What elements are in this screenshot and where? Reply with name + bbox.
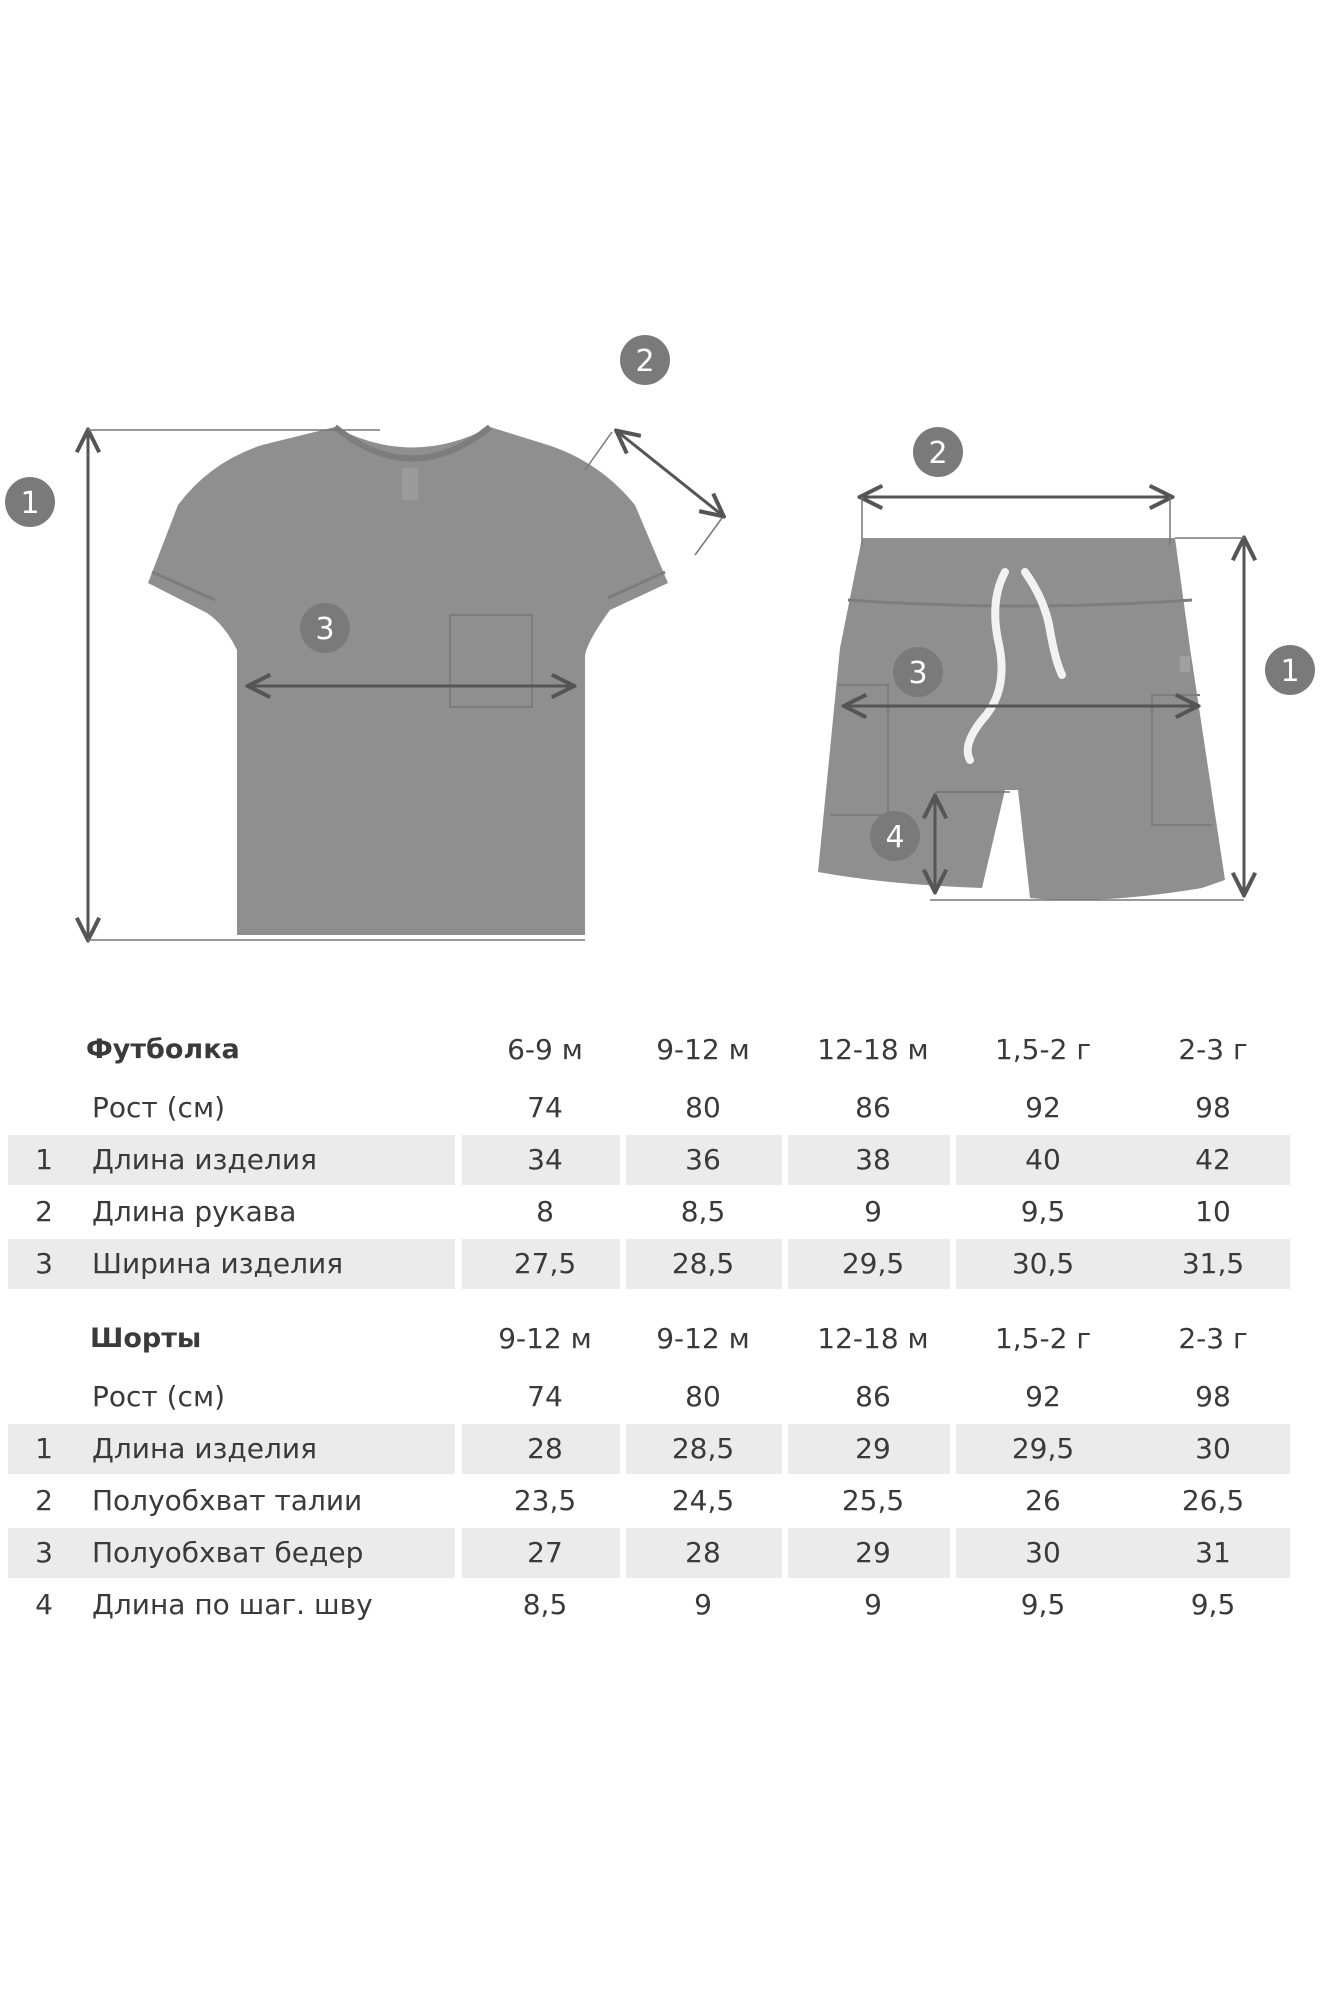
measurement-value: 36 xyxy=(685,1143,721,1176)
tshirt-sleeve-guide xyxy=(585,432,612,470)
measurement-value: 28,5 xyxy=(671,1247,735,1280)
size-column-header: 6-9 м xyxy=(507,1033,583,1066)
measurement-value: 34 xyxy=(527,1143,563,1176)
size-column-header: 9-12 м xyxy=(498,1322,592,1355)
measurement-value: 31 xyxy=(1195,1536,1231,1569)
row-index: 2 xyxy=(35,1195,53,1228)
tshirt-marker-2-label: 2 xyxy=(635,344,655,379)
measurement-value: 27 xyxy=(527,1536,563,1569)
size-column-header: 12-18 м xyxy=(817,1322,929,1355)
measurement-value: 38 xyxy=(855,1143,891,1176)
garment-diagram xyxy=(0,0,1325,990)
measurement-value: 28 xyxy=(527,1432,563,1465)
measurement-value: 9 xyxy=(864,1588,882,1621)
size-column-header: 9-12 м xyxy=(656,1322,750,1355)
row-index: 4 xyxy=(35,1588,53,1621)
table-row xyxy=(0,1580,1325,1630)
measurement-value: 29 xyxy=(855,1432,891,1465)
tshirt-label-tag xyxy=(402,468,418,500)
row-index: 3 xyxy=(35,1247,53,1280)
table-row xyxy=(0,1528,1325,1578)
shorts-marker-2-label: 2 xyxy=(928,436,948,471)
row-label: Рост (см) xyxy=(92,1091,225,1124)
measurement-value: 74 xyxy=(527,1380,563,1413)
shorts-marker-1-label: 1 xyxy=(1280,654,1300,689)
measurement-value: 40 xyxy=(1025,1143,1061,1176)
measurement-value: 28,5 xyxy=(671,1432,735,1465)
measurement-value: 9,5 xyxy=(1020,1195,1066,1228)
size-column-header: 2-3 г xyxy=(1178,1322,1248,1355)
measurement-value: 86 xyxy=(855,1380,891,1413)
measurement-value: 92 xyxy=(1025,1091,1061,1124)
tshirt-illustration xyxy=(148,427,668,935)
row-index xyxy=(24,1083,64,1133)
measurement-value: 9,5 xyxy=(1020,1588,1066,1621)
row-index: 1 xyxy=(35,1432,53,1465)
row-label: Полуобхват талии xyxy=(92,1484,363,1517)
tshirt-marker-3 xyxy=(300,603,350,653)
measurement-value: 30,5 xyxy=(1011,1247,1075,1280)
table-header-row xyxy=(0,1025,1325,1075)
size-column-header: 9-12 м xyxy=(656,1033,750,1066)
size-column-header: 2-3 г xyxy=(1178,1033,1248,1066)
measurement-value: 80 xyxy=(685,1380,721,1413)
table-header-row xyxy=(0,1314,1325,1364)
measurement-value: 24,5 xyxy=(671,1484,735,1517)
measurement-value: 26 xyxy=(1025,1484,1061,1517)
row-index: 1 xyxy=(35,1143,53,1176)
measurement-value: 29,5 xyxy=(1011,1432,1075,1465)
row-index xyxy=(24,1372,64,1422)
measurement-value: 23,5 xyxy=(513,1484,577,1517)
tshirt-marker-1 xyxy=(5,477,55,527)
measurement-value: 26,5 xyxy=(1181,1484,1245,1517)
shorts-marker-3-label: 3 xyxy=(908,656,928,691)
shorts-marker-4 xyxy=(870,811,920,861)
measurement-value: 98 xyxy=(1195,1380,1231,1413)
table-title: Футболка xyxy=(86,1034,240,1065)
measurement-value: 80 xyxy=(685,1091,721,1124)
row-index: 2 xyxy=(35,1484,53,1517)
measurement-value: 42 xyxy=(1195,1143,1231,1176)
row-label: Длина по шаг. шву xyxy=(92,1588,373,1621)
measurement-value: 29 xyxy=(855,1536,891,1569)
row-label: Полуобхват бедер xyxy=(92,1536,364,1569)
measurement-value: 8,5 xyxy=(522,1588,568,1621)
size-column-header: 1,5-2 г xyxy=(994,1033,1092,1066)
size-column-header: 1,5-2 г xyxy=(994,1322,1092,1355)
tshirt-body xyxy=(148,427,668,935)
row-label: Рост (см) xyxy=(92,1380,225,1413)
measurement-value: 92 xyxy=(1025,1380,1061,1413)
tshirt-marker-3-label: 3 xyxy=(315,612,335,647)
measurement-value: 10 xyxy=(1195,1195,1231,1228)
row-index: 3 xyxy=(35,1536,53,1569)
row-label: Длина рукава xyxy=(92,1195,297,1228)
shorts-marker-4-label: 4 xyxy=(885,820,905,855)
measurement-value: 25,5 xyxy=(841,1484,905,1517)
measurement-value: 28 xyxy=(685,1536,721,1569)
size-column-header: 12-18 м xyxy=(817,1033,929,1066)
table-title: Шорты xyxy=(90,1323,202,1354)
measurement-value: 9,5 xyxy=(1190,1588,1236,1621)
measurement-value: 98 xyxy=(1195,1091,1231,1124)
row-label: Длина изделия xyxy=(92,1432,317,1465)
measurement-value: 8 xyxy=(536,1195,554,1228)
row-label: Ширина изделия xyxy=(92,1247,344,1280)
measurement-value: 74 xyxy=(527,1091,563,1124)
table-row xyxy=(0,1135,1325,1185)
measurement-value: 30 xyxy=(1025,1536,1061,1569)
measurement-value: 31,5 xyxy=(1181,1247,1245,1280)
tshirt-marker-2 xyxy=(620,335,670,385)
shorts-marker-1 xyxy=(1265,645,1315,695)
measurement-value: 27,5 xyxy=(513,1247,577,1280)
tshirt-sleeve-guide-2 xyxy=(695,518,722,555)
row-label: Длина изделия xyxy=(92,1143,317,1176)
measurement-value: 30 xyxy=(1195,1432,1231,1465)
measurement-value: 9 xyxy=(694,1588,712,1621)
measurement-value: 86 xyxy=(855,1091,891,1124)
measurement-value: 8,5 xyxy=(680,1195,726,1228)
tshirt-marker-1-label: 1 xyxy=(20,486,40,521)
table-row xyxy=(0,1239,1325,1289)
table-row xyxy=(0,1083,1325,1133)
table-row xyxy=(0,1187,1325,1237)
table-row xyxy=(0,1476,1325,1526)
measurement-value: 29,5 xyxy=(841,1247,905,1280)
table-row xyxy=(0,1424,1325,1474)
table-row xyxy=(0,1372,1325,1422)
shorts-label-tag xyxy=(1180,656,1190,672)
measurement-value: 9 xyxy=(864,1195,882,1228)
tshirt-sleeve-arrow xyxy=(618,432,722,515)
shorts-marker-2 xyxy=(913,427,963,477)
shorts-marker-3 xyxy=(893,647,943,697)
